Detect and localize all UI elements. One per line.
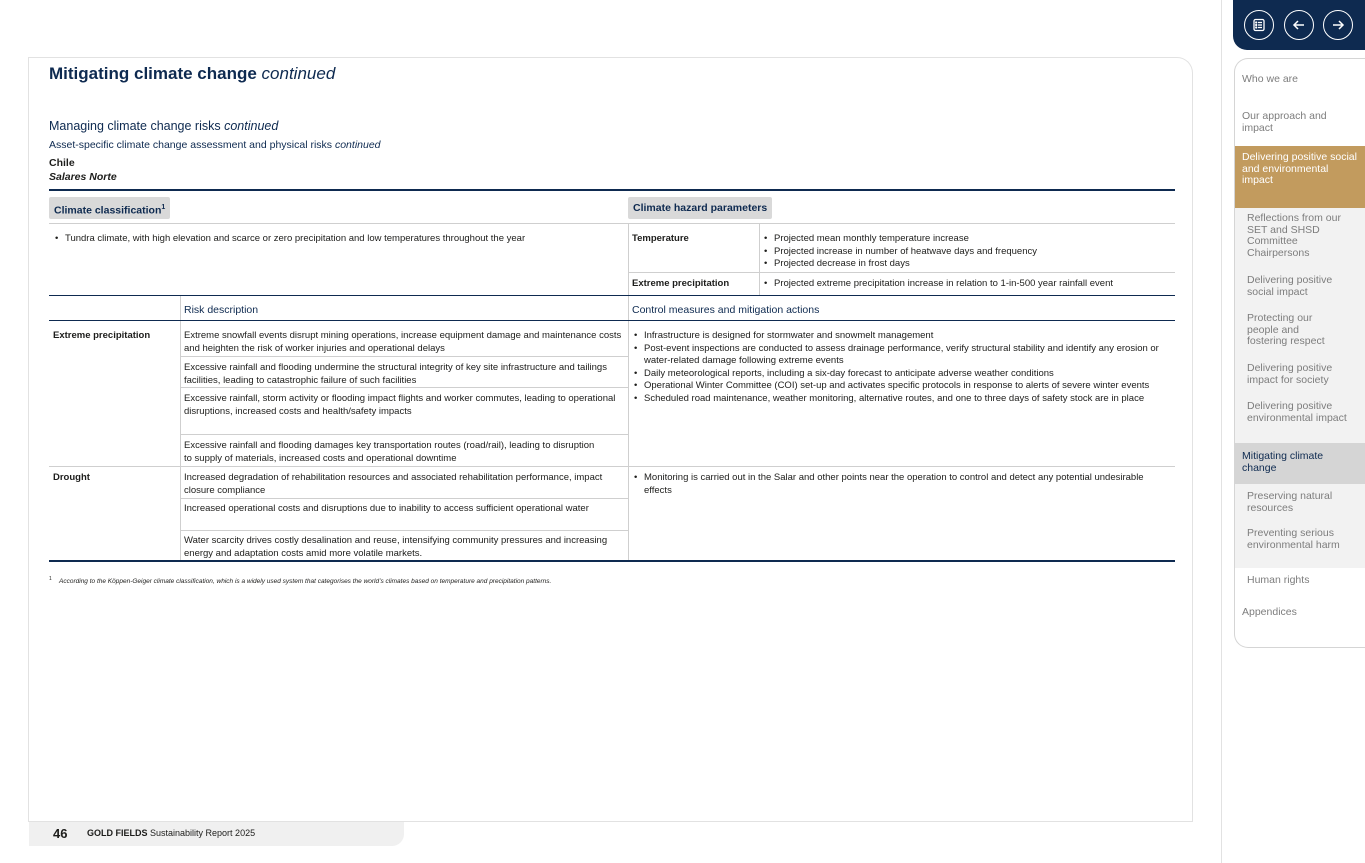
footer-report-title: GOLD FIELDS Sustainability Report 2025 (87, 828, 256, 838)
row-rule (180, 356, 628, 357)
control-measures-header: Control measures and mitigation actions (632, 304, 820, 316)
classification-text: • Tundra climate, with high elevation and scarce or zero precipitation and low temperatures throughout the year (53, 233, 623, 246)
sidebar-item-environmental-impact[interactable]: Delivering positive environmental impact (1247, 400, 1347, 424)
page-title: Mitigating climate change continued (49, 64, 336, 83)
climate-classification-header: Climate classification$^1$ (49, 197, 170, 219)
sidebar-item-natural-resources[interactable]: Preserving natural resources (1247, 490, 1333, 514)
risk-description-header: Risk description (184, 304, 259, 316)
divider (628, 224, 629, 296)
page-frame-edge (28, 57, 29, 822)
header-rule (49, 223, 1175, 224)
row-rule (180, 530, 628, 531)
divider (628, 296, 629, 560)
hazard-name-temperature: Temperature (632, 233, 689, 244)
row-rule (180, 498, 628, 499)
sidebar-item-social-impact[interactable]: Delivering positive social impact (1247, 274, 1333, 298)
climate-hazard-header: Climate hazard parameters (628, 197, 772, 219)
control-list-drought: • Monitoring is carried out in the Salar and other points near the operation to control and detect any potential undesirable effects (632, 472, 1162, 497)
section-heading: Managing climate change risks continued (49, 119, 279, 133)
sidebar-item-delivering-impact[interactable]: Delivering positive social and environmental impact (1235, 146, 1365, 208)
hazard-name-precipitation: Extreme precipitation (632, 278, 730, 289)
sidebar-item-human-rights[interactable]: Human rights (1247, 574, 1310, 586)
subsection-heading: Asset-specific climate change assessment and physical risks continued (49, 139, 381, 151)
risk-item: Water scarcity drives costly desalination and reuse, intensifying community pressures and increasing energy and adaptation costs amid more volatile markets. (184, 535, 608, 559)
sidebar-item-mitigating-climate[interactable]: Mitigating climate change (1235, 443, 1365, 484)
table-bottom-rule (49, 560, 1175, 562)
group-rule (49, 466, 1175, 467)
risk-item: Excessive rainfall and flooding undermine the structural integrity of key site infrastructure and tailings facilities, leading to catastrophic failure of such facilities (184, 362, 607, 386)
sidebar-item-protecting-people[interactable]: Protecting our people and fostering respect (1247, 312, 1325, 347)
sidebar-item-our-approach[interactable]: Our approach and impact (1242, 110, 1327, 134)
sidebar-item-reflections[interactable]: Reflections from our SET and SHSD Committee Chairpersons (1235, 213, 1365, 259)
page-number: 46 (53, 826, 68, 841)
hazard-items-temperature: • Projected mean monthly temperature increase • Projected increase in number of heatwave days and frequency • Projected decrease in frost days (762, 233, 1172, 271)
row-rule (180, 434, 628, 435)
risk-header-rule (49, 320, 1175, 321)
hazard-items-precipitation: • Projected extreme precipitation increase in relation to 1-in-500 year rainfall event (762, 278, 1174, 291)
divider (759, 224, 760, 296)
row-rule (180, 387, 628, 388)
sidebar-item-environmental-harm[interactable]: Preventing serious environmental harm (1247, 527, 1340, 551)
arrow-left-icon[interactable] (1284, 10, 1314, 40)
control-list-extreme-precipitation: • Infrastructure is designed for stormwater and snowmelt management • Post-event inspections are conducted to assess drainage performance, verify structural stability and identify any erosion or water-related damage following extreme events • Daily meteorological reports, including a six-day forecast to anticipate adverse weather conditions • Operational Winter Committee (COI) set-up and activates specific protocols in response to alerts of severe winter events • Scheduled road maintenance, weather monitoring, alternative routes, and one to three days of safety stock are in place (632, 330, 1174, 405)
divider (180, 296, 181, 560)
risk-item: Increased degradation of rehabilitation resources and associated rehabilitation performance, impact closure compliance (184, 472, 603, 496)
contents-icon[interactable] (1244, 10, 1274, 40)
sidebar-item-impact-society[interactable]: Delivering positive impact for society (1247, 362, 1333, 386)
risk-group-extreme-precipitation: Extreme precipitation (53, 330, 151, 341)
row-rule (628, 272, 1175, 273)
arrow-right-icon[interactable] (1323, 10, 1353, 40)
risk-item: Extreme snowfall events disrupt mining operations, increase equipment damage and maintenance costs and heighten the risk of worker injuries and operational delays (184, 330, 622, 354)
risk-item: Excessive rainfall, storm activity or flooding impact flights and worker commutes, leading to operational disruptions, increased costs and health/safety impacts (184, 393, 616, 417)
sidebar-item-who-we-are[interactable]: Who we are (1242, 73, 1299, 85)
table-top-rule (49, 189, 1175, 191)
risk-item: Increased operational costs and disruptions due to inability to access sufficient operational water (184, 503, 589, 514)
table-mid-rule (49, 295, 1175, 296)
sidebar-divider (1221, 0, 1222, 863)
sidebar-item-appendices[interactable]: Appendices (1242, 606, 1297, 618)
site-label: Salares Norte (49, 171, 117, 183)
country-label: Chile (49, 157, 75, 169)
nav-toolbar (1233, 0, 1365, 50)
risk-group-drought: Drought (53, 472, 90, 483)
footnote: $^1$ According to the Köppen-Geiger climate classification, which is a widely used system that categorises the world’s climates based on temperature and precipitation patterns. (49, 576, 552, 586)
sidebar-nav (1234, 58, 1365, 648)
risk-item: Excessive rainfall and flooding damages key transportation routes (road/rail), leading to disruption to supply of materials, increased costs and operational downtime (184, 440, 595, 464)
